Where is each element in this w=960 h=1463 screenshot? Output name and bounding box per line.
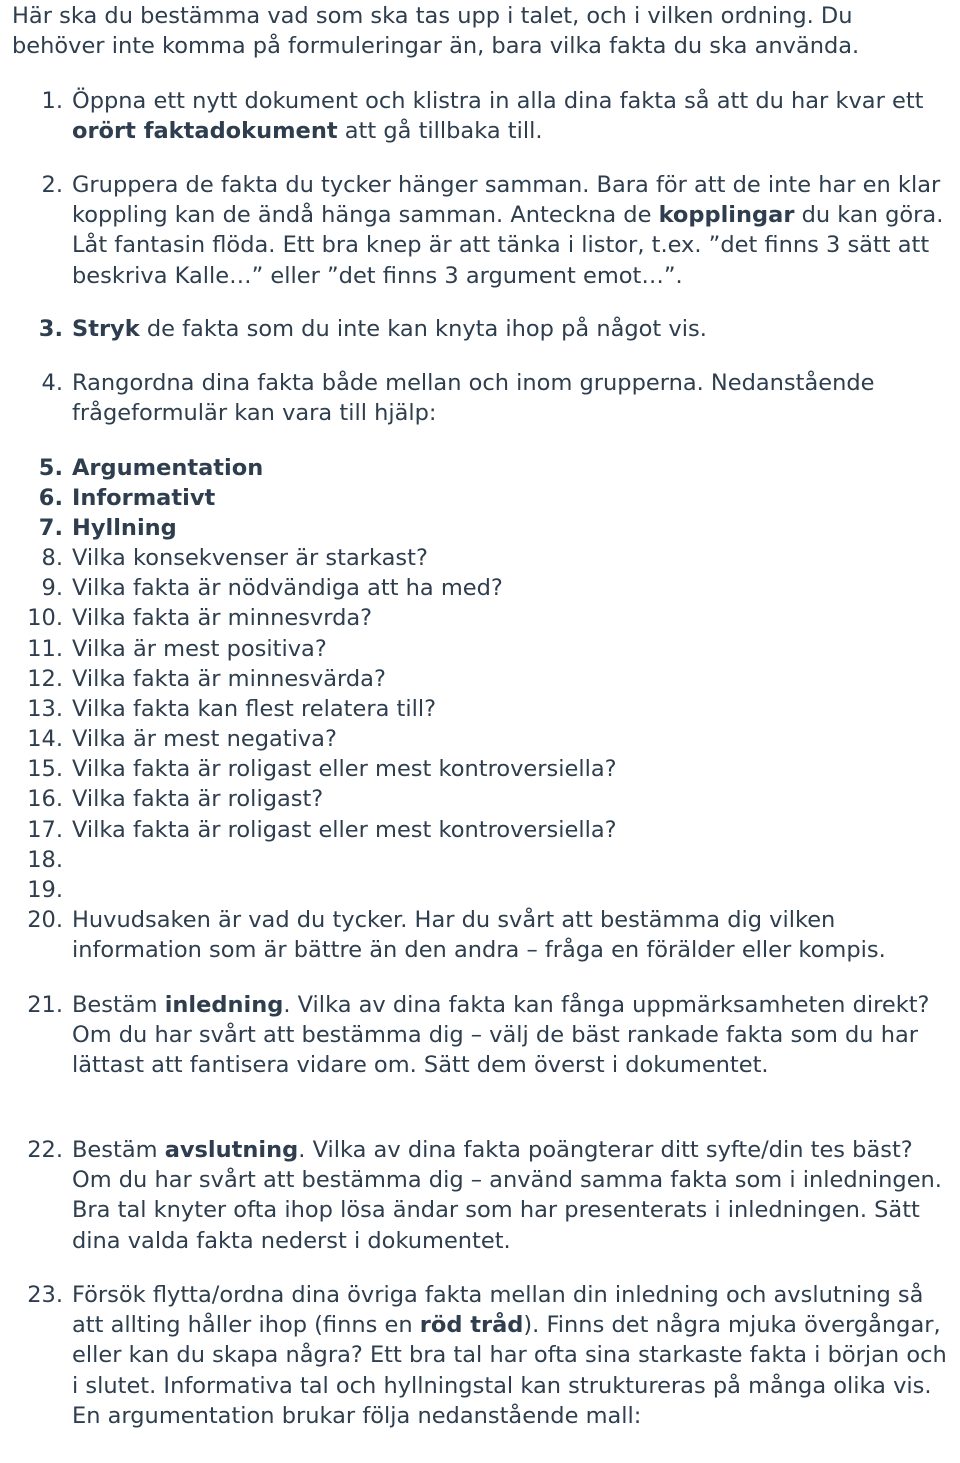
text-segment: Vilka fakta är roligast?	[72, 786, 324, 812]
text-segment: de fakta som du inte kan knyta ihop på något vis.	[139, 316, 707, 342]
text-segment: Vilka fakta kan flest relatera till?	[72, 696, 437, 722]
list-item-text	[72, 483, 956, 513]
intro-line-1: Här ska du bestämma vad som ska tas upp i talet, och i vilken ordning. Du	[12, 3, 853, 29]
list-item-number: 18.	[27, 847, 63, 873]
bold-text: Stryk	[72, 316, 140, 342]
list-item-text	[72, 603, 956, 633]
list-item-number: 6.	[38, 485, 63, 511]
text-segment: Öppna ett nytt dokument och klistra in alla dina fakta så att du har kvar ett	[72, 88, 924, 114]
list-item-number: 23.	[27, 1282, 63, 1308]
text-segment: Huvudsaken är vad du tycker. Har du svårt att bestämma dig vilken information som är bättre än den andra – fråga en förälder eller kompis.	[72, 907, 886, 964]
text-segment: Vilka fakta är minnesvrda?	[72, 605, 373, 631]
list-item-text	[72, 513, 956, 543]
text-segment: Vilka fakta är roligast eller mest kontroversiella?	[72, 756, 617, 782]
list-item-number: 5.	[38, 455, 63, 481]
text-segment: Vilka fakta är nödvändiga att ha med?	[72, 575, 503, 601]
list-item-number: 11.	[27, 636, 63, 662]
list-item-text	[72, 1135, 956, 1256]
text-segment: du kan göra. Låt fantasin flöda. Ett bra knep är att tänka i listor, t.ex. ”det finns 3 sätt att beskriva Kalle…” eller ”det finns 3 argument emot…”.	[72, 202, 944, 289]
list-item-number: 14.	[27, 726, 63, 752]
bold-text: avslutning	[164, 1137, 299, 1163]
list-item-text	[72, 754, 956, 784]
text-segment: . Vilka av dina fakta poängterar ditt syfte/din tes bäst? Om du har svårt att bestämma dig – använd samma fakta som i inledningen. Bra tal knyter ofta ihop lösa ändar som har presenterats i inledningen. Sätt dina valda fakta nederst i dokumentet.	[72, 1137, 942, 1254]
bold-text: Argumentation	[72, 455, 264, 481]
list-item-text	[72, 573, 956, 603]
text-segment: Gruppera de fakta du tycker hänger samman. Bara för att de inte har en klar koppling kan de ändå hänga samman. Anteckna de	[72, 172, 941, 229]
list-item-text	[72, 170, 956, 291]
bold-text: Hyllning	[72, 515, 177, 541]
text-segment: . Vilka av dina fakta kan fånga uppmärksamheten direkt? Om du har svårt att bestämma dig – välj de bäst rankade fakta som du har lättast att fantisera vidare om. Sätt dem överst i dokumentet.	[72, 992, 930, 1079]
bold-text: kopplingar	[658, 202, 795, 229]
bold-text: orört faktadokument	[72, 118, 338, 145]
list-item-number: 1.	[41, 88, 63, 114]
bold-text: Informativt	[72, 485, 216, 511]
list-item-number: 2.	[41, 172, 63, 198]
list-item-number: 13.	[27, 696, 63, 722]
list-item-text	[72, 990, 956, 1081]
list-item-number: 20.	[27, 907, 63, 933]
list-item-text	[72, 314, 956, 344]
list-item-text	[72, 86, 956, 146]
list-item-text	[72, 1280, 956, 1431]
list-item-number: 4.	[41, 370, 63, 396]
list-item-number: 9.	[41, 575, 63, 601]
text-segment: Försök flytta/ordna dina övriga fakta mellan din inledning och avslutning så att allting håller ihop (finns en	[72, 1282, 924, 1339]
list-item-text	[72, 724, 956, 754]
text-segment: Vilka fakta är minnesvärda?	[72, 666, 386, 692]
list-item-number: 19.	[27, 877, 63, 903]
list-item-text	[72, 815, 956, 845]
list-item-number: 15.	[27, 756, 63, 782]
list-item-text	[72, 453, 956, 483]
list-item-text	[72, 368, 956, 428]
list-item-text	[72, 694, 956, 724]
list-item-number: 12.	[27, 666, 63, 692]
list-item-number: 7.	[38, 515, 63, 541]
intro-line-2: behöver inte komma på formuleringar än, bara vilka fakta du ska använda.	[12, 33, 860, 59]
text-segment: Rangordna dina fakta både mellan och inom grupperna. Nedanstående frågeformulär kan vara till hjälp:	[72, 370, 875, 427]
list-item-text	[72, 905, 956, 965]
list-item-number: 3.	[38, 316, 63, 342]
text-segment: Bestäm	[72, 992, 165, 1018]
text-segment: att gå tillbaka till.	[337, 118, 543, 145]
list-item-number: 16.	[27, 786, 63, 812]
text-segment: Vilka fakta är roligast eller mest kontroversiella?	[72, 817, 617, 843]
list-item-number: 8.	[41, 545, 63, 571]
text-segment: Vilka konsekvenser är starkast?	[72, 545, 428, 571]
text-segment: Bestäm	[72, 1137, 165, 1163]
list-item-number: 17.	[27, 817, 63, 843]
bold-text: röd tråd	[419, 1312, 524, 1339]
text-segment: ). Finns det några mjuka övergångar, eller kan du skapa några? Ett bra tal har ofta sina starkaste fakta i början och i slutet. Informativa tal och hyllningstal kan struktureras på många olika vis. En argumentation brukar följa nedanstående mall:	[72, 1312, 947, 1429]
list-item-text	[72, 634, 956, 664]
list-item-text	[72, 784, 956, 814]
text-segment: Vilka är mest negativa?	[72, 726, 337, 752]
list-item-text	[72, 664, 956, 694]
list-item-number: 21.	[27, 992, 63, 1018]
list-item-text	[72, 543, 956, 573]
bold-text: inledning	[164, 992, 284, 1018]
list-item-number: 22.	[27, 1137, 63, 1163]
list-item-number: 10.	[27, 605, 63, 631]
text-segment: Vilka är mest positiva?	[72, 636, 327, 662]
